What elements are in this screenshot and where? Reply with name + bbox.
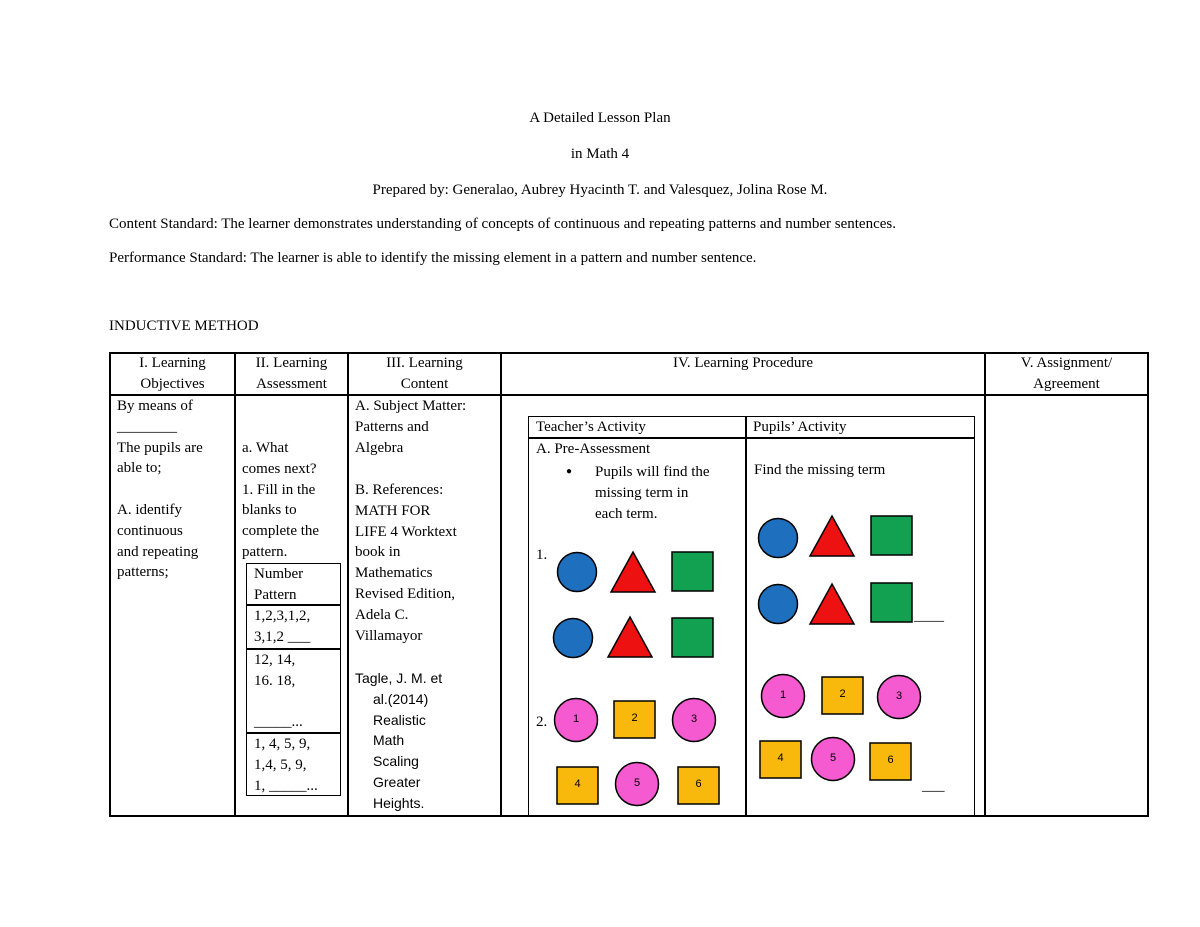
pupil-activity-header: Pupils’ Activity: [753, 419, 847, 435]
citation: Tagle, J. M. et al.(2014) Realistic Math Scaling Greater Heights.: [355, 670, 443, 811]
blue-circle-icon: [556, 551, 600, 600]
yellow-square-6: 6: [677, 766, 721, 811]
pattern-row-2: 12, 14, 16. 18, _____...: [254, 652, 303, 731]
prepared-by: Prepared by: Generalao, Aubrey Hyacinth T. and Valesquez, Jolina Rose M.: [372, 182, 828, 198]
number-pattern-header: Number Pattern: [254, 566, 304, 603]
teacher-activity-header: Teacher’s Activity: [536, 419, 646, 435]
red-triangle-icon: [808, 514, 856, 563]
green-square-icon: [870, 515, 914, 562]
header-assessment: II. Learning Assessment: [255, 355, 328, 392]
document-title: A Detailed Lesson Plan: [529, 110, 671, 126]
objectives-text: By means of ________ The pupils are able to; A. identify continuous and repeating patterns;: [117, 398, 203, 581]
red-triangle-icon: [808, 582, 856, 631]
performance-standard: Performance Standard: The learner is able to identify the missing element in a pattern and number sentence.: [109, 250, 757, 266]
blue-circle-icon: [552, 617, 596, 666]
pink-circle-3: 3: [671, 697, 719, 750]
green-square-icon: [671, 617, 715, 664]
pink-circle-1: 1: [760, 673, 808, 726]
yellow-square-4: 4: [759, 740, 803, 785]
header-procedure: IV. Learning Procedure: [672, 355, 814, 371]
pre-assessment-label: A. Pre-Assessment: [536, 441, 651, 457]
bullet-icon: ●: [566, 466, 573, 477]
item-1-label: 1.: [536, 547, 548, 563]
pattern-row-3: 1, 4, 5, 9, 1,4, 5, 9, 1, _____...: [254, 736, 318, 794]
blue-circle-icon: [757, 583, 801, 632]
yellow-square-6: 6: [869, 742, 913, 787]
method-heading: INDUCTIVE METHOD: [109, 318, 259, 334]
yellow-square-2: 2: [821, 676, 865, 721]
red-triangle-icon: [606, 615, 654, 664]
pupil-blank-1: ____: [914, 608, 944, 624]
green-square-icon: [671, 551, 715, 598]
pink-circle-3: 3: [876, 674, 924, 727]
yellow-square-4: 4: [556, 766, 600, 811]
references: B. References: MATH FOR LIFE 4 Worktext book in Mathematics Revised Edition, Adela C. Villamayor: [355, 482, 457, 644]
red-triangle-icon: [609, 550, 657, 599]
pattern-row-1: 1,2,3,1,2, 3,1,2 ___: [254, 608, 311, 645]
green-square-icon: [870, 582, 914, 629]
yellow-square-2: 2: [613, 700, 657, 745]
content-standard: Content Standard: The learner demonstrates understanding of concepts of continuous and repeating patterns and number sentences.: [109, 216, 896, 232]
header-objectives: I. Learning Objectives: [139, 355, 206, 392]
pink-circle-1: 1: [553, 697, 601, 750]
bullet-text: Pupils will find the missing term in each term.: [595, 464, 710, 522]
pupil-blank-2: ___: [922, 778, 945, 794]
header-content: III. Learning Content: [386, 355, 463, 392]
subject-matter: A. Subject Matter: Patterns and Algebra: [355, 398, 467, 456]
header-assignment: V. Assignment/ Agreement: [1020, 355, 1113, 392]
pink-circle-5: 5: [614, 761, 662, 814]
assessment-intro: a. What comes next? 1. Fill in the blanks to complete the pattern.: [242, 440, 320, 560]
blue-circle-icon: [757, 517, 801, 566]
item-2-label: 2.: [536, 714, 548, 730]
pink-circle-5: 5: [810, 736, 858, 789]
pupil-instruction: Find the missing term: [754, 462, 886, 478]
document-subject: in Math 4: [570, 146, 630, 162]
